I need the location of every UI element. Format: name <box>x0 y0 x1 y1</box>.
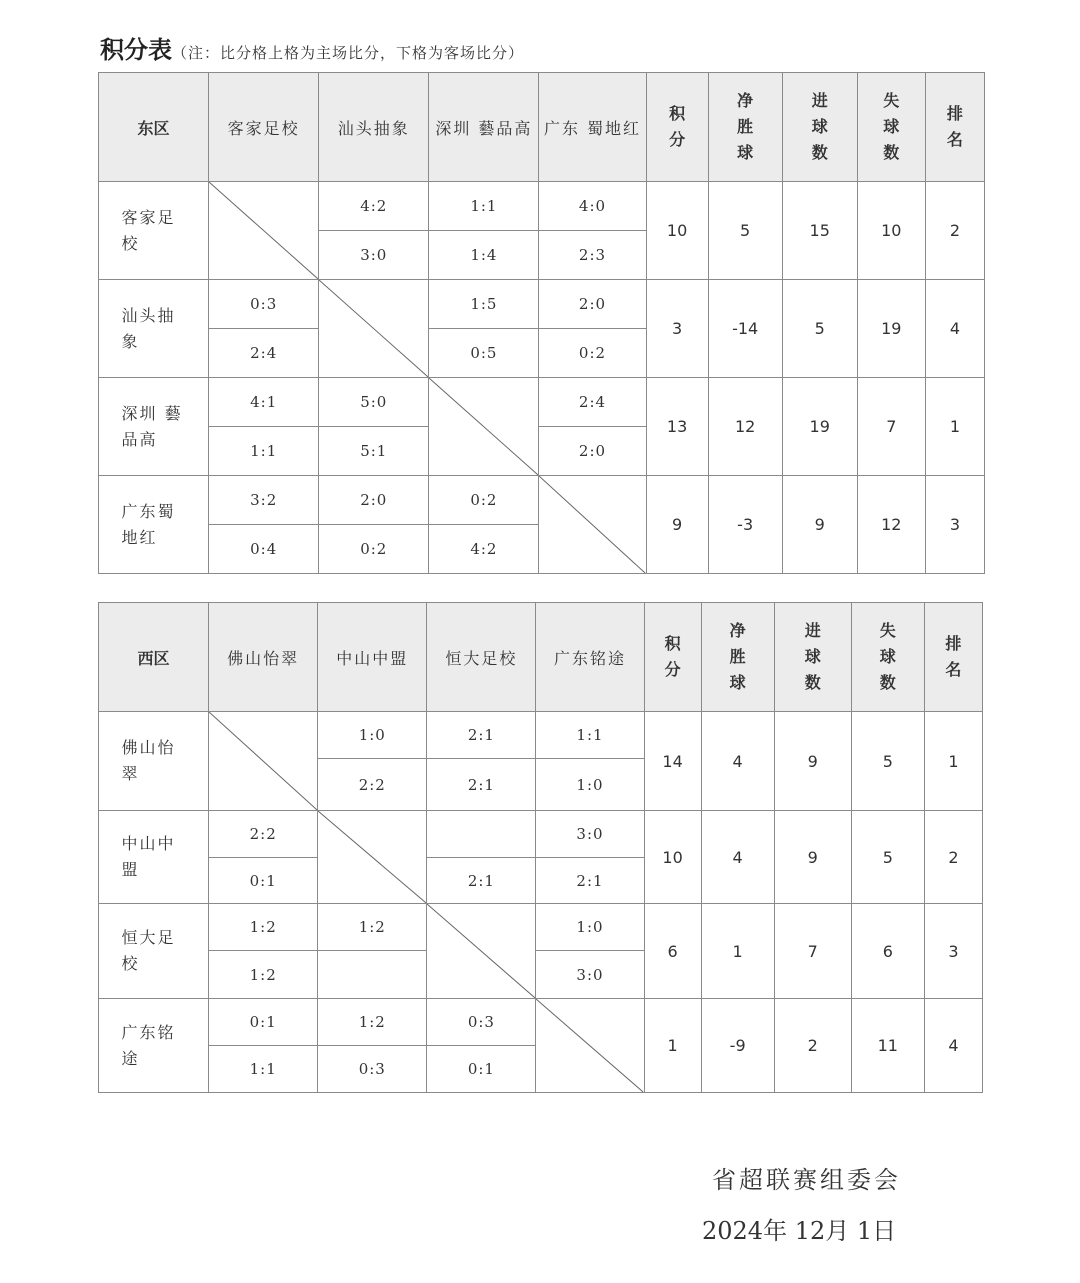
team-stat-cell: 19 <box>857 280 925 378</box>
diagonal-line <box>209 712 317 810</box>
team-stat-cell: 7 <box>774 904 851 999</box>
away-score-cell: 1:2 <box>209 951 318 999</box>
row-team-name <box>99 476 209 574</box>
away-score-cell: 0:1 <box>427 1046 536 1093</box>
away-score-cell: 1:1 <box>209 1046 318 1093</box>
home-score-cell: 0:1 <box>209 999 318 1046</box>
home-score-cell: 5:0 <box>319 378 429 427</box>
away-score-cell: 0:4 <box>209 525 319 574</box>
stat-header-label: 积分 <box>664 634 681 679</box>
diagonal-line <box>536 999 643 1092</box>
away-score-cell: 2:0 <box>539 427 646 476</box>
row-team-label: 汕头抽象 <box>121 305 176 351</box>
away-score-cell: 4:2 <box>429 525 539 574</box>
team-stat-cell: 2 <box>924 811 982 904</box>
east-zone-table <box>98 72 985 574</box>
column-team-header: 汕头抽象 <box>319 73 429 182</box>
column-team-header: 深圳 藝品高 <box>429 73 539 182</box>
away-score-cell <box>318 951 427 999</box>
home-score-cell: 4:0 <box>539 182 646 231</box>
team-stat-cell: 3 <box>924 904 982 999</box>
team-stat-cell: 14 <box>644 712 701 811</box>
row-team-name <box>99 999 209 1093</box>
team-stat-cell: 13 <box>646 378 708 476</box>
team-stat-cell: -14 <box>708 280 782 378</box>
team-stat-cell: 5 <box>851 712 924 811</box>
home-score-cell: 1:0 <box>318 712 427 759</box>
away-score-cell: 1:4 <box>429 231 539 280</box>
stat-header-label: 进球数 <box>811 91 828 162</box>
team-stat-cell: 4 <box>701 712 774 811</box>
team-stat-cell: 3 <box>925 476 984 574</box>
column-team-header: 恒大足校 <box>427 603 536 712</box>
row-team-label: 客家足校 <box>121 207 176 253</box>
home-score-cell: 0:3 <box>427 999 536 1046</box>
self-match-cell <box>539 476 646 574</box>
home-score-cell: 1:1 <box>429 182 539 231</box>
stat-column-header <box>924 603 982 712</box>
column-team-header: 佛山怡翠 <box>209 603 318 712</box>
row-team-label: 佛山怡翠 <box>121 738 176 783</box>
team-stat-cell: 9 <box>774 712 851 811</box>
row-team-name <box>99 712 209 811</box>
stat-column-header <box>644 603 701 712</box>
column-team-header: 广东 蜀地红 <box>539 73 646 182</box>
stat-header-label: 进球数 <box>804 621 821 692</box>
issue-date: 2024年 12月 1日 <box>702 1217 897 1245</box>
away-score-cell: 2:1 <box>427 759 536 811</box>
team-stat-cell: 5 <box>851 811 924 904</box>
away-score-cell: 1:0 <box>536 759 644 811</box>
away-score-cell: 5:1 <box>319 427 429 476</box>
zone-header: 东区 <box>99 73 209 182</box>
team-stat-cell: 12 <box>857 476 925 574</box>
column-team-header: 客家足校 <box>209 73 319 182</box>
team-stat-cell: 12 <box>708 378 782 476</box>
diagonal-line <box>429 378 538 475</box>
row-team-label: 广东铭途 <box>121 1022 176 1068</box>
team-stat-cell: 9 <box>646 476 708 574</box>
team-stat-cell: -3 <box>708 476 782 574</box>
stat-column-header <box>857 73 925 182</box>
self-match-cell <box>318 811 427 904</box>
away-score-cell: 0:3 <box>318 1046 427 1093</box>
team-stat-cell: 3 <box>646 280 708 378</box>
away-score-cell: 2:2 <box>318 759 427 811</box>
row-team-name <box>99 904 209 999</box>
away-score-cell: 0:1 <box>209 858 318 904</box>
stat-header-label: 积分 <box>669 104 686 149</box>
row-team-label: 恒大足校 <box>121 928 176 973</box>
team-stat-cell: 6 <box>644 904 701 999</box>
page-title: 积分表 <box>100 36 172 64</box>
home-score-cell: 0:3 <box>209 280 319 329</box>
row-team-label: 广东蜀 地红 <box>121 501 176 547</box>
team-stat-cell: 7 <box>857 378 925 476</box>
west-zone-table <box>98 602 983 1093</box>
home-score-cell: 2:2 <box>209 811 318 858</box>
home-score-cell: 2:0 <box>539 280 646 329</box>
away-score-cell: 2:3 <box>539 231 646 280</box>
self-match-cell <box>209 182 319 280</box>
team-stat-cell: 10 <box>646 182 708 280</box>
team-stat-cell: 2 <box>774 999 851 1093</box>
stat-column-header <box>851 603 924 712</box>
stat-header-label: 净胜球 <box>729 621 746 692</box>
team-stat-cell: -9 <box>701 999 774 1093</box>
zone-header: 西区 <box>99 603 209 712</box>
self-match-cell <box>427 904 536 999</box>
team-stat-cell: 15 <box>782 182 857 280</box>
home-score-cell: 1:1 <box>536 712 644 759</box>
stat-header-label: 净胜球 <box>737 91 754 162</box>
diagonal-line <box>209 182 318 279</box>
team-stat-cell: 9 <box>782 476 857 574</box>
column-team-header: 中山中盟 <box>318 603 427 712</box>
home-score-cell: 2:0 <box>319 476 429 525</box>
stat-column-header <box>701 603 774 712</box>
team-stat-cell: 5 <box>782 280 857 378</box>
diagonal-line <box>319 280 428 377</box>
stat-column-header <box>774 603 851 712</box>
team-stat-cell: 9 <box>774 811 851 904</box>
home-score-cell: 2:1 <box>427 712 536 759</box>
self-match-cell <box>429 378 539 476</box>
home-score-cell: 3:0 <box>536 811 644 858</box>
self-match-cell <box>536 999 644 1093</box>
home-score-cell: 1:2 <box>318 904 427 951</box>
home-score-cell: 0:2 <box>429 476 539 525</box>
column-team-header: 广东铭途 <box>536 603 644 712</box>
team-stat-cell: 2 <box>925 182 984 280</box>
stat-column-header <box>782 73 857 182</box>
team-stat-cell: 1 <box>925 378 984 476</box>
row-team-name <box>99 811 209 904</box>
team-stat-cell: 11 <box>851 999 924 1093</box>
away-score-cell: 3:0 <box>536 951 644 999</box>
team-stat-cell: 4 <box>701 811 774 904</box>
team-stat-cell: 5 <box>708 182 782 280</box>
diagonal-line <box>318 811 426 903</box>
home-score-cell: 1:2 <box>209 904 318 951</box>
away-score-cell: 2:1 <box>427 858 536 904</box>
stat-header-label: 失球数 <box>879 621 896 692</box>
home-score-cell: 1:2 <box>318 999 427 1046</box>
away-score-cell: 2:4 <box>209 329 319 378</box>
row-team-label: 深圳 藝品高 <box>121 403 183 449</box>
home-score-cell: 3:2 <box>209 476 319 525</box>
home-score-cell: 2:4 <box>539 378 646 427</box>
team-stat-cell: 19 <box>782 378 857 476</box>
stat-column-header <box>925 73 984 182</box>
home-score-cell: 4:1 <box>209 378 319 427</box>
organizer-signature: 省超联赛组委会 <box>712 1166 901 1194</box>
stat-header-label: 失球数 <box>883 91 900 162</box>
team-stat-cell: 10 <box>644 811 701 904</box>
away-score-cell: 2:1 <box>536 858 644 904</box>
team-stat-cell: 4 <box>924 999 982 1093</box>
row-team-name <box>99 182 209 280</box>
away-score-cell: 3:0 <box>319 231 429 280</box>
row-team-name <box>99 378 209 476</box>
team-stat-cell: 1 <box>701 904 774 999</box>
home-score-cell: 1:5 <box>429 280 539 329</box>
away-score-cell: 0:2 <box>539 329 646 378</box>
stat-header-label: 排名 <box>945 634 962 679</box>
page-note: （注：比分格上格为主场比分，下格为客场比分） <box>172 44 525 62</box>
away-score-cell: 0:2 <box>319 525 429 574</box>
self-match-cell <box>209 712 318 811</box>
row-team-name <box>99 280 209 378</box>
page-header <box>100 30 524 65</box>
team-stat-cell: 6 <box>851 904 924 999</box>
team-stat-cell: 4 <box>925 280 984 378</box>
stat-column-header <box>646 73 708 182</box>
home-score-cell: 1:0 <box>536 904 644 951</box>
team-stat-cell: 1 <box>924 712 982 811</box>
diagonal-line <box>539 476 645 573</box>
stat-header-label: 排名 <box>946 104 963 149</box>
home-score-cell: 4:2 <box>319 182 429 231</box>
team-stat-cell: 1 <box>644 999 701 1093</box>
away-score-cell: 1:1 <box>209 427 319 476</box>
team-stat-cell: 10 <box>857 182 925 280</box>
stat-column-header <box>708 73 782 182</box>
diagonal-line <box>427 904 535 998</box>
away-score-cell: 0:5 <box>429 329 539 378</box>
row-team-label: 中山中盟 <box>121 834 176 879</box>
home-score-cell <box>427 811 536 858</box>
self-match-cell <box>319 280 429 378</box>
